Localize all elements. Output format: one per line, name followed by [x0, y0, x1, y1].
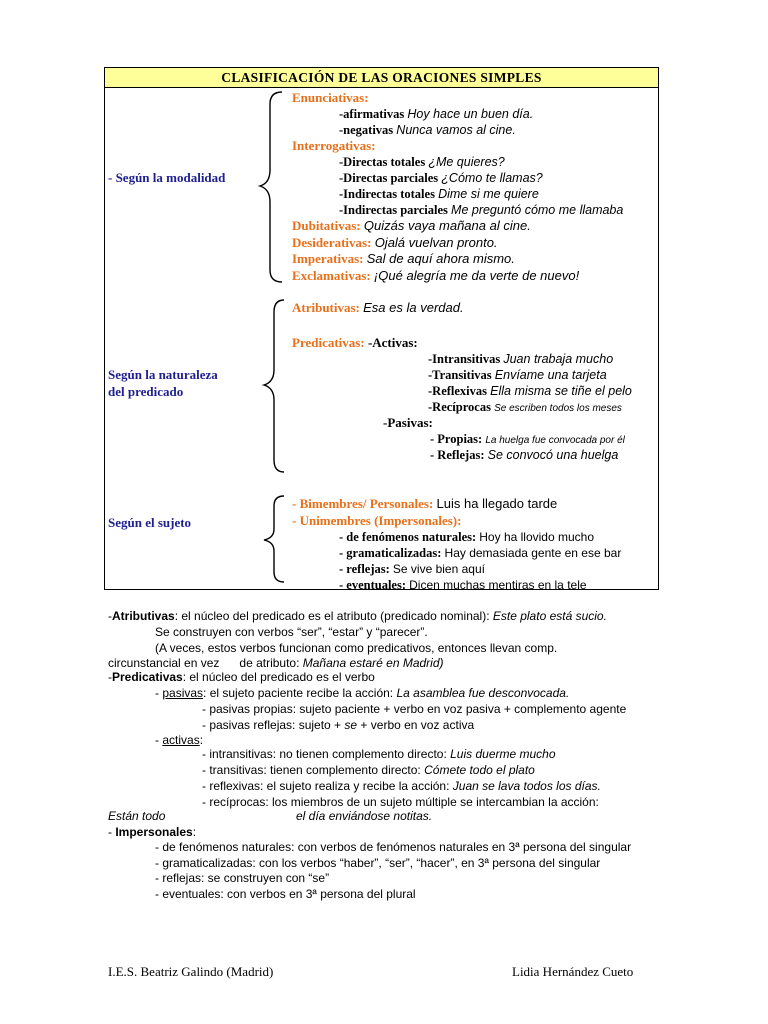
note-line-6: - pasivas: el sujeto paciente recibe la acción: La asamblea fue desconvocada. — [155, 686, 570, 700]
propias-example: La huelga fue convocada por él — [485, 435, 625, 446]
reciprocas-example: Se escriben todos los meses — [494, 403, 622, 414]
indirectas-totales-line — [339, 186, 539, 202]
dubitativas-term: Dubitativas: — [292, 218, 361, 233]
brace-sujeto — [258, 494, 288, 584]
note-line-1: -Atributivas: el núcleo del predicado es el atributo (predicado nominal): Este plato está sucio. — [108, 609, 607, 623]
brace-modalidad — [256, 90, 286, 286]
note-line-3: (A veces, estos verbos funcionan como predicativos, entonces llevan comp. — [155, 641, 558, 655]
negativas-example: Nunca vamos al cine. — [396, 123, 516, 137]
note-line-14a: Están todo — [108, 809, 166, 823]
eventuales-line — [339, 577, 587, 593]
interrogativas-label: Interrogativas: — [292, 138, 376, 153]
indirectas-totales-term: -Indirectas totales — [339, 187, 435, 201]
footer-school: I.E.S. Beatriz Galindo (Madrid) — [108, 964, 274, 979]
reflexivas-line — [428, 383, 632, 399]
category-sujeto: Según el sujeto — [108, 515, 192, 530]
reflejas-pasivas-example: Se convocó una huelga — [487, 448, 619, 462]
afirmativas-line — [339, 106, 533, 122]
bimembres-term: - Bimembres/ Personales: — [292, 496, 434, 511]
document-title: CLASIFICACIÓN DE LAS ORACIONES SIMPLES — [104, 67, 659, 88]
note-line-10: - intransitivas: no tienen complemento directo: Luis duerme mucho — [202, 747, 556, 761]
reciprocas-line — [428, 399, 622, 417]
table-border-right — [658, 88, 659, 590]
directas-parciales-term: -Directas parciales — [339, 171, 439, 185]
fenomenos-term: - de fenómenos naturales: — [339, 530, 477, 544]
note-line-16: - de fenómenos naturales: con verbos de fenómenos naturales en 3ª persona del singular — [155, 840, 632, 854]
desiderativas-line — [292, 235, 498, 251]
brace-naturaleza — [258, 298, 288, 474]
imperativas-example: Sal de aquí ahora mismo. — [366, 251, 515, 266]
reflejas-line — [339, 561, 485, 577]
dubitativas-example: Quizás vaya mañana al cine. — [363, 218, 531, 233]
note-line-8: - pasivas reflejas: sujeto + se + verbo en voz activa — [202, 718, 475, 732]
note-line-15: - Impersonales: — [108, 825, 197, 839]
note-line-7: - pasivas propias: sujeto paciente + verbo en voz pasiva + complemento agente — [202, 702, 627, 716]
gramaticalizadas-line — [339, 545, 621, 561]
directas-totales-line — [339, 154, 505, 170]
directas-totales-term: -Directas totales — [339, 155, 426, 169]
desiderativas-term: Desiderativas: — [292, 235, 372, 250]
category-naturaleza-2: del predicado — [108, 384, 184, 399]
activas-term: -Activas: — [367, 335, 418, 350]
note-line-18: - reflejas: se construyen con “se” — [155, 871, 330, 885]
gramaticalizadas-term: - gramaticalizadas: — [339, 546, 442, 560]
directas-parciales-line — [339, 170, 543, 186]
note-line-13: - recíprocas: los miembros de un sujeto múltiple se intercambian la acción: — [202, 795, 599, 809]
intransitivas-line — [428, 351, 613, 367]
propias-term: - Propias: — [430, 432, 483, 446]
note-line-14b: el día enviándose notitas. — [296, 809, 433, 823]
indirectas-parciales-example: Me preguntó cómo me llamaba — [451, 203, 624, 217]
note-line-17: - gramaticalizadas: con los verbos “haber”, “ser”, “hacer”, en 3ª persona del singular — [155, 856, 601, 870]
transitivas-term: -Transitivas — [428, 368, 492, 382]
predicativas-term: Predicativas: — [292, 335, 365, 350]
atributivas-line — [292, 300, 464, 316]
fenomenos-line — [339, 529, 594, 545]
afirmativas-term: -afirmativas — [339, 107, 405, 121]
atributivas-example: Esa es la verdad. — [363, 300, 464, 315]
note-line-11: - transitivas: tienen complemento directo: Cómete todo el plato — [202, 763, 535, 777]
reflejas-term: - reflejas: — [339, 562, 390, 576]
pasivas-term: -Pasivas: — [383, 415, 433, 430]
reflejas-pasivas-line — [430, 447, 618, 463]
exclamativas-example: ¡Qué alegría me da verte de nuevo! — [373, 268, 580, 283]
atributivas-term: Atributivas: — [292, 300, 360, 315]
intransitivas-term: -Intransitivas — [428, 352, 501, 366]
note-line-12: - reflexivas: el sujeto realiza y recibe la acción: Juan se lava todos los días. — [202, 779, 601, 793]
note-line-19: - eventuales: con verbos en 3ª persona del plural — [155, 887, 416, 901]
indirectas-parciales-line — [339, 202, 623, 218]
directas-totales-example: ¿Me quieres? — [428, 155, 505, 169]
transitivas-example: Envíame una tarjeta — [494, 368, 607, 382]
reflejas-pasivas-term: - Reflejas: — [430, 448, 485, 462]
afirmativas-example: Hoy hace un buen día. — [407, 107, 534, 121]
category-modalidad: - Según la modalidad — [108, 170, 226, 185]
intransitivas-example: Juan trabaja mucho — [503, 352, 614, 366]
negativas-line — [339, 122, 516, 138]
enunciativas-label: Enunciativas: — [292, 90, 369, 105]
imperativas-line — [292, 251, 515, 267]
reflejas-example: Se vive bien aquí — [392, 562, 485, 576]
note-line-9: - activas: — [155, 733, 204, 747]
indirectas-totales-example: Dime si me quiere — [438, 187, 539, 201]
exclamativas-term: Exclamativas: — [292, 268, 371, 283]
exclamativas-line — [292, 268, 579, 284]
transitivas-line — [428, 367, 607, 383]
dubitativas-line — [292, 218, 531, 234]
eventuales-term: - eventuales: — [339, 578, 406, 592]
footer-author: Lidia Hernández Cueto — [512, 964, 634, 979]
gramaticalizadas-example: Hay demasiada gente en ese bar — [444, 546, 622, 560]
reciprocas-term: -Recíprocas — [428, 400, 491, 414]
bimembres-line — [292, 496, 557, 512]
note-line-2: Se construyen con verbos “ser”, “estar” y “parecer”. — [155, 625, 428, 639]
note-line-4: circunstancial en vez de atributo: Mañana estaré en Madrid) — [108, 656, 444, 670]
category-naturaleza: Según la naturaleza — [108, 367, 218, 382]
indirectas-parciales-term: -Indirectas parciales — [339, 203, 448, 217]
directas-parciales-example: ¿Cómo te llamas? — [441, 171, 543, 185]
note-line-5: -Predicativas: el núcleo del predicado es el verbo — [108, 670, 375, 684]
imperativas-term: Imperativas: — [292, 251, 364, 266]
table-border-left — [104, 88, 105, 590]
desiderativas-example: Ojalá vuelvan pronto. — [374, 235, 498, 250]
unimembres-term: - Unimembres (Impersonales): — [292, 513, 462, 528]
predicativas-line — [292, 335, 418, 351]
bimembres-example: Luis ha llegado tarde — [436, 496, 558, 511]
negativas-term: -negativas — [339, 123, 394, 137]
eventuales-example: Dicen muchas mentiras en la tele — [409, 578, 587, 592]
reflexivas-example: Ella misma se tiñe el pelo — [490, 384, 632, 398]
reflexivas-term: -Reflexivas — [428, 384, 488, 398]
fenomenos-example: Hoy ha llovido mucho — [479, 530, 594, 544]
